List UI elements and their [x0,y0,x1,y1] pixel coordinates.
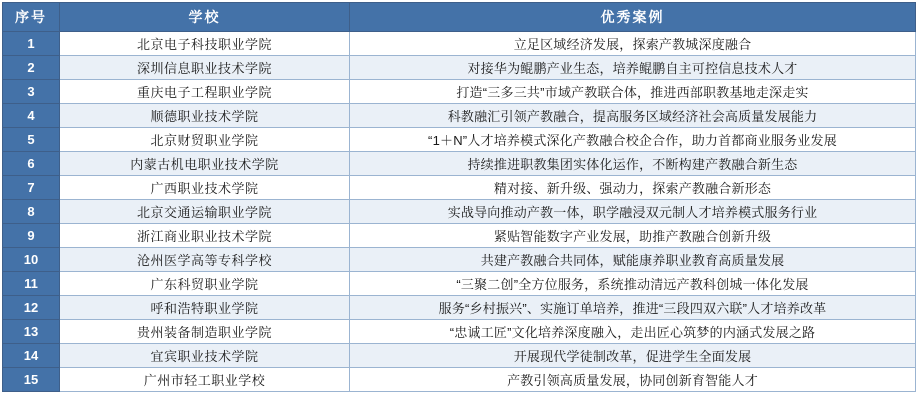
table-header [3,3,916,32]
table-row [3,128,916,152]
row-index: 6 [3,152,60,176]
table-row [3,344,916,368]
table-row [3,32,916,56]
row-case: “忠诚工匠”文化培养深度融入，走出匠心筑梦的内涵式发展之路 [350,320,916,344]
table-row [3,248,916,272]
row-school: 重庆电子工程职业学院 [60,80,350,104]
row-school: 沧州医学高等专科学校 [60,248,350,272]
row-case: 实战导向推动产教一体，职学融浸双元制人才培养模式服务行业 [350,200,916,224]
row-school: 广州市轻工职业学校 [60,368,350,392]
table-row [3,368,916,392]
table-row [3,224,916,248]
row-index: 4 [3,104,60,128]
table-row [3,272,916,296]
row-index: 2 [3,56,60,80]
row-case: “三聚二创”全方位服务，系统推动清远产教科创城一体化发展 [350,272,916,296]
table-row [3,200,916,224]
row-case: 精对接、新升级、强动力，探索产教融合新形态 [350,176,916,200]
row-school: 广东科贸职业学院 [60,272,350,296]
row-case: 紧贴智能数字产业发展，助推产教融合创新升级 [350,224,916,248]
column-header-case: 优秀案例 [350,3,916,32]
row-index: 3 [3,80,60,104]
table-row [3,104,916,128]
column-header-school: 学校 [60,3,350,32]
row-case: 打造“三多三共”市域产教联合体，推进西部职教基地走深走实 [350,80,916,104]
row-case: “1＋N”人才培养模式深化产教融合校企合作，助力首都商业服务业发展 [350,128,916,152]
table-row [3,152,916,176]
row-case: 产教引领高质量发展，协同创新育智能人才 [350,368,916,392]
row-school: 北京电子科技职业学院 [60,32,350,56]
row-school: 北京财贸职业学院 [60,128,350,152]
row-index: 15 [3,368,60,392]
table-row [3,80,916,104]
table-row [3,296,916,320]
row-school: 北京交通运输职业学院 [60,200,350,224]
row-case: 服务“乡村振兴”、实施订单培养，推进“三段四双六联”人才培养改革 [350,296,916,320]
row-school: 浙江商业职业技术学院 [60,224,350,248]
row-index: 8 [3,200,60,224]
row-index: 13 [3,320,60,344]
row-index: 10 [3,248,60,272]
row-index: 12 [3,296,60,320]
row-case: 共建产教融合共同体，赋能康养职业教育高质量发展 [350,248,916,272]
row-case: 立足区域经济发展，探索产教城深度融合 [350,32,916,56]
table-row [3,56,916,80]
excellent-case-table [2,2,916,392]
row-school: 内蒙古机电职业技术学院 [60,152,350,176]
row-index: 1 [3,32,60,56]
row-case: 开展现代学徒制改革，促进学生全面发展 [350,344,916,368]
row-index: 11 [3,272,60,296]
row-school: 呼和浩特职业学院 [60,296,350,320]
table-body [3,32,916,392]
row-school: 广西职业技术学院 [60,176,350,200]
row-school: 宜宾职业技术学院 [60,344,350,368]
row-case: 持续推进职教集团实体化运作，不断构建产教融合新生态 [350,152,916,176]
header-row [3,3,916,32]
row-case: 科教融汇引领产教融合，提高服务区域经济社会高质量发展能力 [350,104,916,128]
column-header-index: 序号 [3,3,60,32]
row-index: 5 [3,128,60,152]
row-school: 深圳信息职业技术学院 [60,56,350,80]
row-school: 贵州装备制造职业学院 [60,320,350,344]
row-index: 9 [3,224,60,248]
row-case: 对接华为鲲鹏产业生态，培养鲲鹏自主可控信息技术人才 [350,56,916,80]
row-index: 7 [3,176,60,200]
row-school: 顺德职业技术学院 [60,104,350,128]
table-row [3,320,916,344]
row-index: 14 [3,344,60,368]
table-row [3,176,916,200]
